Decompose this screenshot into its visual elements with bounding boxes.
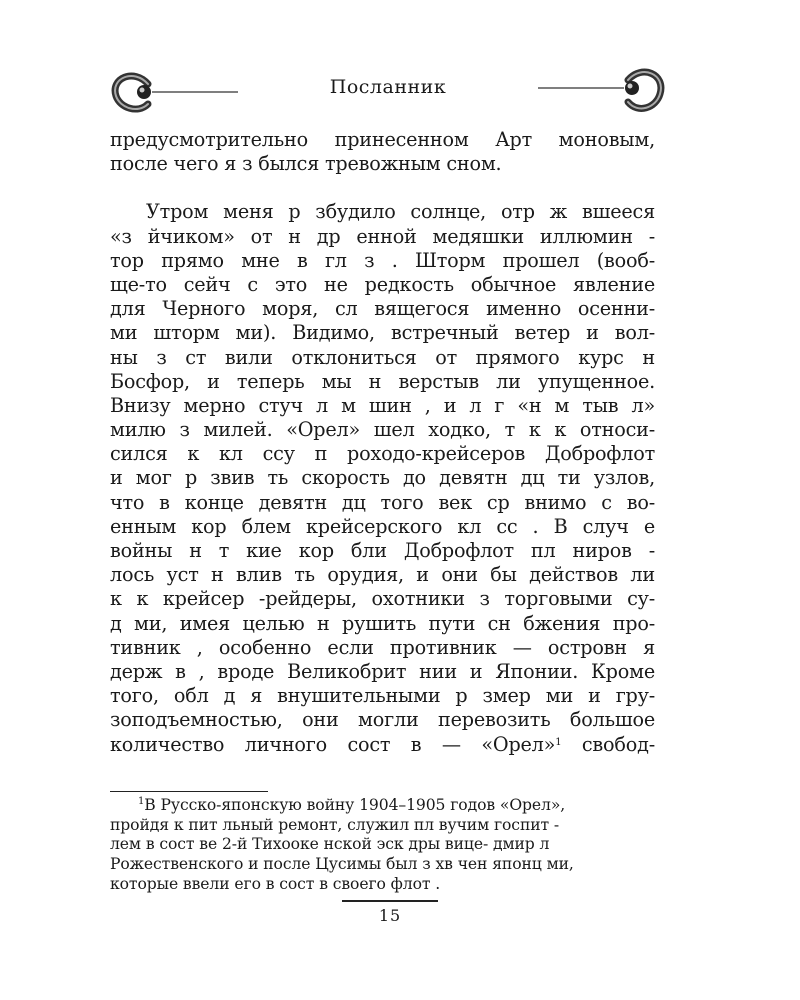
running-header (108, 62, 668, 122)
footnotes (110, 796, 655, 894)
text-line: ны з ст вили отклониться от прямого курс н (110, 345, 655, 369)
text-line: ми шторм ми). Видимо, встречный ветер и вол- (110, 321, 655, 345)
text-line: для Черного моря, сл вящегося именно осенни- (110, 297, 655, 321)
page-number: 15 (378, 906, 402, 925)
text-line: после чего я з былся тревожным сном. (110, 152, 502, 176)
text-line: «з йчиком» от н др енной медяшки иллюмин - (110, 224, 655, 248)
footnote-reference[interactable]: 1 (555, 736, 562, 748)
text-segment: свобод- (561, 732, 655, 756)
footnote-line: Рожественского и после Цусимы был з хв чен японц ми, (110, 855, 574, 874)
footnote-line: пройдя к пит льный ремонт, служил пл вучим госпит - (110, 815, 560, 834)
text-line: и мог р звив ть скорость до девятн дц ти узлов, (110, 466, 655, 490)
text-segment: количество личного сост в — «Орел» (110, 732, 556, 756)
text-line: тор прямо мне в гл з . Шторм прошел (вооб- (110, 248, 655, 272)
footnote-text: В Русско-японскую войну 1904–1905 годов «Орел», (144, 796, 566, 814)
text-line: Внизу мерно стуч л м шин , и л г «н м тыв л» (110, 393, 655, 417)
text-line: Босфор, и теперь мы н верстыв ли упущенное. (110, 369, 655, 393)
main-text (110, 128, 655, 757)
footnote-line: лем в сост ве 2-й Тихооке нской эск дры вице- дмир л (110, 835, 550, 854)
text-line-with-footnote-ref (110, 733, 655, 757)
text-line: зоподъемностью, они могли перевозить большое (110, 708, 655, 732)
text-line: того, обл д я внушительными р змер ми и гру- (110, 684, 655, 708)
text-line: к к крейсер -рейдеры, охотники з торговыми су- (110, 587, 655, 611)
footnote-line: которые ввели его в сост в своего флот . (110, 874, 441, 893)
footnote-line (110, 796, 655, 816)
page-number-rule (342, 900, 438, 902)
footnote-marker: 1 (138, 796, 145, 807)
right-swirl-ornament-icon (538, 62, 668, 118)
text-line: тивник , особенно если противник — островн я (110, 635, 655, 659)
text-line: предусмотрительно принесенном Арт моновым, (110, 128, 655, 151)
text-line: держ в , вроде Великобрит нии и Японии. Кроме (110, 659, 655, 683)
text-line: Утром меня р збудило солнце, отр ж вшееся (146, 200, 655, 224)
text-line: сился к кл ссу п роходо-крейсеров Доброфлот (110, 442, 655, 466)
text-line: что в конце девятн дц того век ср внимо с во- (110, 490, 655, 514)
text-line: енным кор блем крейсерского кл сс . В случ е (110, 514, 655, 538)
text-line: ще-то сейч с это не редкость обычное явление (110, 272, 655, 296)
page-header-title: Посланник (329, 76, 447, 98)
footnote-separator (110, 791, 268, 792)
text-line: милю з милей. «Орел» шел ходко, т к к относи- (110, 418, 655, 442)
text-line: войны н т кие кор бли Доброфлот пл ниров - (110, 539, 655, 562)
text-line: лось уст н влив ть орудия, и они бы действов ли (110, 563, 655, 587)
text-line: д ми, имея целью н рушить пути сн бжения про- (110, 611, 655, 635)
